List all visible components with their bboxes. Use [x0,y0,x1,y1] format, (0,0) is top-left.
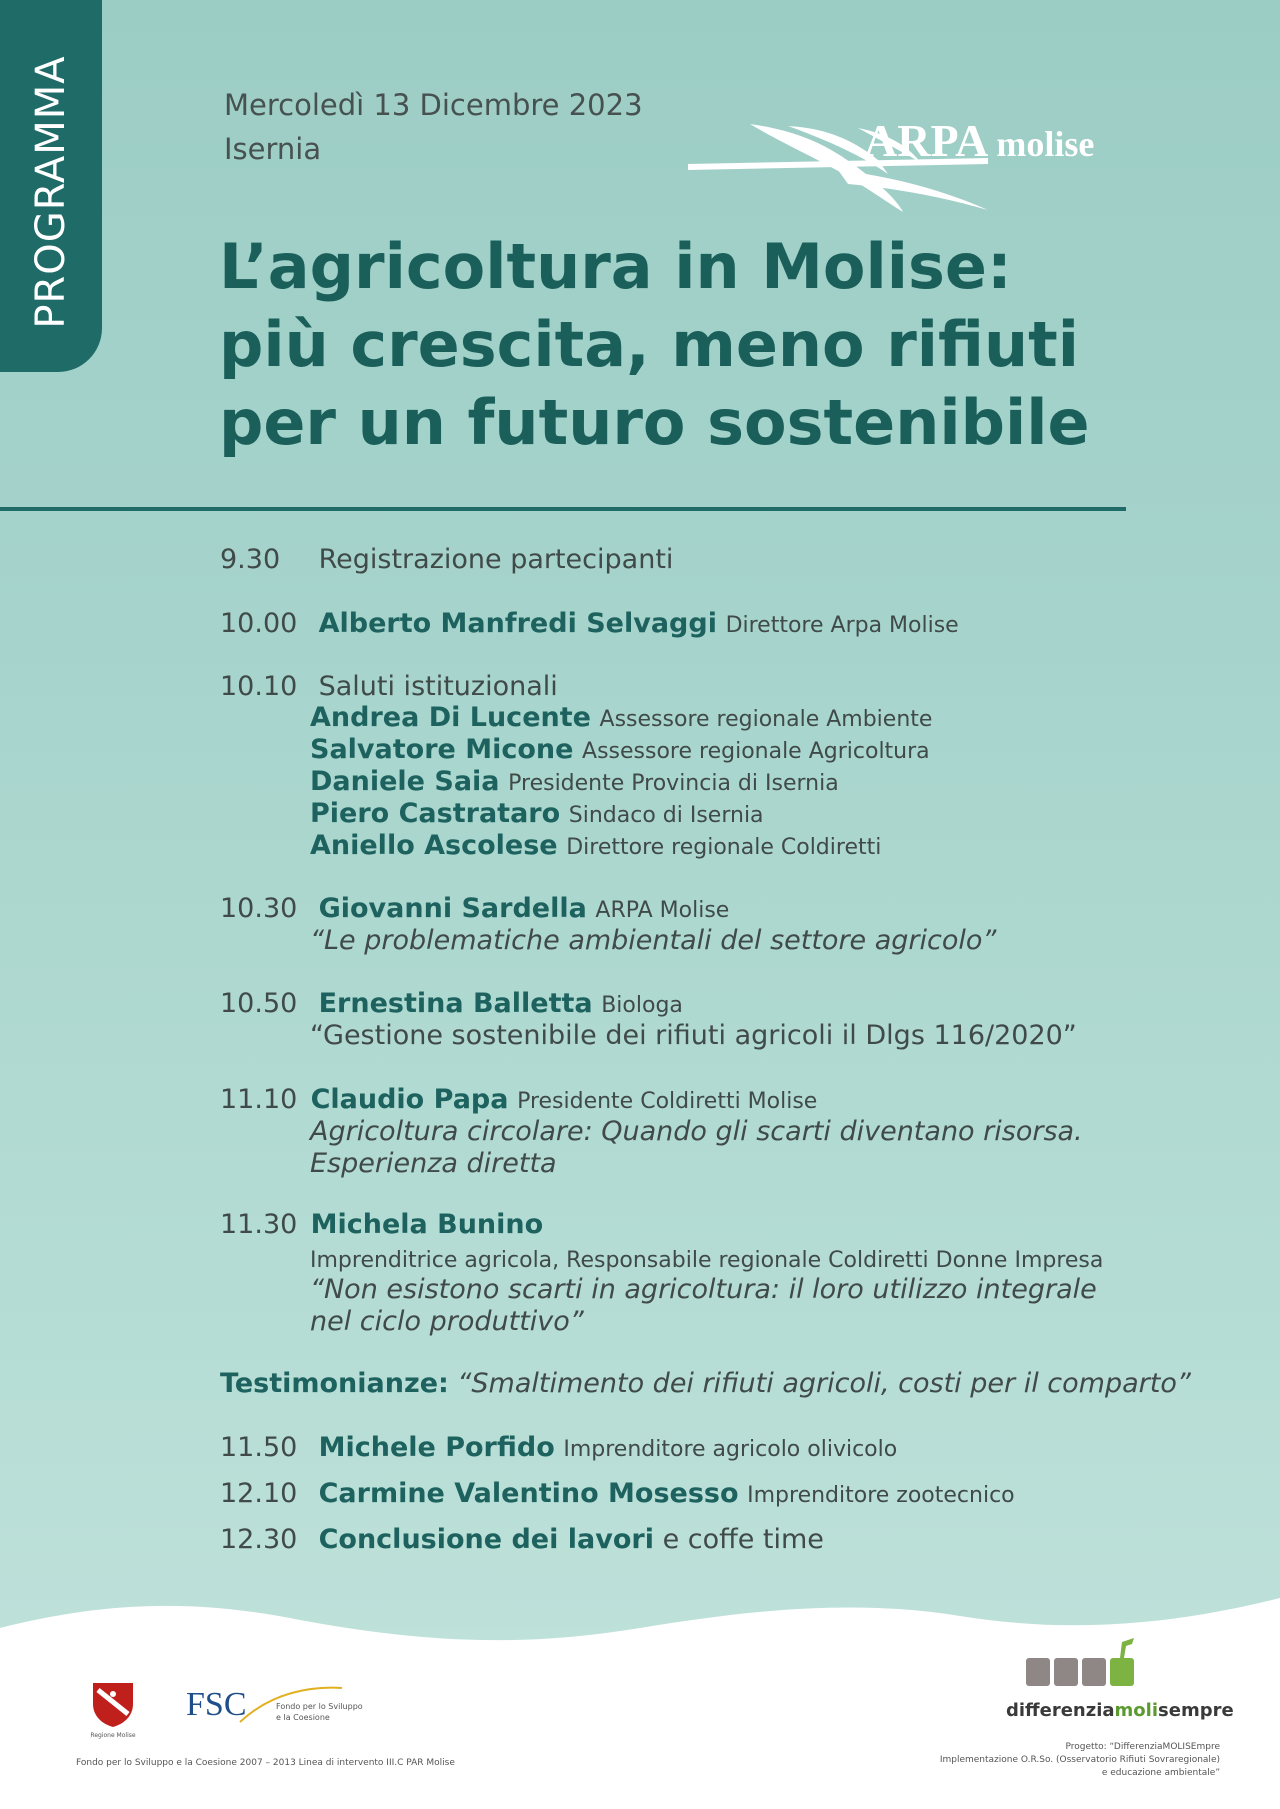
brand-part-c: sempre [1158,1700,1234,1721]
speaker-name: Giovanni Sardella [318,893,587,924]
time: 11.30 [220,1209,298,1240]
fsc-desc-1: Fondo per lo Sviluppo [276,1702,363,1711]
speaker-line [310,702,932,733]
speaker-role: Presidente Coldiretti Molise [517,1089,818,1114]
schedule-row-porfido [220,1432,1260,1463]
talk-title-line-1: “Non esistono scarti in agricoltura: il loro utilizzo integrale [310,1274,1097,1305]
fsc-logo: FSC [186,1686,247,1723]
time: 9.30 [220,544,281,575]
schedule-row-balletta [220,988,1260,1019]
programma-tab [0,0,102,372]
speaker-role: ARPA Molise [595,898,730,923]
time: 10.50 [220,988,298,1019]
title-line-2: più crescita, meno rifiuti [219,308,1080,381]
arpa-logo-text [864,114,1094,167]
talk-title-line-2: Esperienza diretta [310,1148,557,1179]
time: 11.10 [220,1084,298,1115]
speaker-role: Imprenditore agricolo olivicolo [563,1437,898,1462]
arpa-molise-logo [688,112,1168,218]
speaker-line [310,766,839,797]
fsc-desc-2: e la Coesione [276,1713,330,1722]
testimonianze-topic: “Smaltimento dei rifiuti agricoli, costi per il comparto” [457,1368,1191,1399]
testimonianze-heading [220,1368,1260,1399]
programma-label: PROGRAMMA [28,55,74,329]
speaker-role: Biologa [601,993,683,1018]
schedule-row-registration [220,544,1260,575]
regione-molise-crest [90,1680,136,1739]
recycle-bins-icon [1024,1638,1168,1698]
schedule-row-papa [220,1084,1260,1115]
speaker-role: Sindaco di Isernia [568,803,764,828]
title-line-3: per un futuro sostenibile [219,386,1090,459]
speaker-role: Presidente Provincia di Isernia [508,771,839,796]
speaker-line [310,798,764,829]
time: 11.50 [220,1432,298,1463]
arpa-logo-small: molise [996,124,1095,164]
speaker-name: Aniello Ascolese [310,830,558,861]
speaker-name: Carmine Valentino Mosesso [318,1478,739,1509]
talk-title-line-2: nel ciclo produttivo” [310,1306,584,1337]
speaker-name: Ernestina Balletta [318,988,593,1019]
schedule-row-welcome-director [220,608,1260,639]
speaker-role: Assessore regionale Agricoltura [582,739,930,764]
speaker-role: Imprenditore zootecnico [747,1483,1015,1508]
differenziamolisempre-logo [1006,1700,1234,1721]
crest-label: Regione Molise [90,1732,136,1739]
schedule-row-greetings [220,671,1260,702]
title-divider [0,507,1126,511]
speaker-name: Daniele Saia [310,766,500,797]
schedule-row-sardella [220,893,1260,924]
speaker-name: Alberto Manfredi Selvaggi [318,608,717,639]
conclusion-extra: e coffe time [662,1524,824,1555]
schedule-row-mosesso [220,1478,1260,1509]
speaker-line [310,830,881,861]
time: 12.30 [220,1524,298,1555]
arpa-logo-big: ARPA [864,115,989,166]
event-city: Isernia [224,132,322,166]
main-title [219,228,1229,462]
speaker-name: Michela Bunino [310,1209,544,1240]
speaker-role: Direttore regionale Coldiretti [566,835,882,860]
speaker-role: Assessore regionale Ambiente [599,707,933,732]
activity: Saluti istituzionali [318,671,558,702]
event-date: Mercoledì 13 Dicembre 2023 [224,88,643,122]
title-line-1: L’agricoltura in Molise: [219,230,1012,303]
speaker-name: Michele Porfido [318,1432,555,1463]
time: 10.00 [220,608,298,639]
crest-shield-icon [90,1680,136,1728]
speaker-name: Claudio Papa [310,1084,509,1115]
time: 10.30 [220,893,298,924]
activity: Registrazione partecipanti [318,544,674,575]
schedule-row-bunino [220,1209,1260,1240]
speaker-line [310,734,930,765]
brand-part-a: differenzia [1006,1700,1115,1721]
project-note-2: Implementazione O.R.So. (Osservatorio Rifiuti Sovraregionale) [939,1755,1220,1765]
brand-part-b: moli [1114,1700,1159,1721]
time: 12.10 [220,1478,298,1509]
talk-title: “Gestione sostenibile dei rifiuti agricoli il Dlgs 116/2020” [310,1020,1077,1051]
speaker-name: Piero Castrataro [310,798,561,829]
project-note-3: e educazione ambientale” [1101,1768,1220,1778]
speaker-name: Salvatore Micone [310,734,574,765]
speaker-role: Imprenditrice agricola, Responsabile regionale Coldiretti Donne Impresa [310,1248,1104,1273]
project-note-1: Progetto: “DifferenziaMOLISEmpre [1065,1742,1220,1752]
conclusion-label: Conclusione dei lavori [318,1524,654,1555]
talk-title-line-1: Agricoltura circolare: Quando gli scarti diventano risorsa. [310,1116,1083,1147]
schedule-row-conclusion [220,1524,1260,1555]
fund-note: Fondo per lo Sviluppo e la Coesione 2007 – 2013 Linea di intervento III.C PAR Molise [76,1758,455,1768]
speaker-role: Direttore Arpa Molise [725,613,959,638]
talk-title: “Le problematiche ambientali del settore agricolo” [310,925,997,956]
bins-logo [1024,1638,1168,1698]
speaker-name: Andrea Di Lucente [310,702,591,733]
testimonianze-label: Testimonianze: [220,1368,449,1399]
time: 10.10 [220,671,298,702]
